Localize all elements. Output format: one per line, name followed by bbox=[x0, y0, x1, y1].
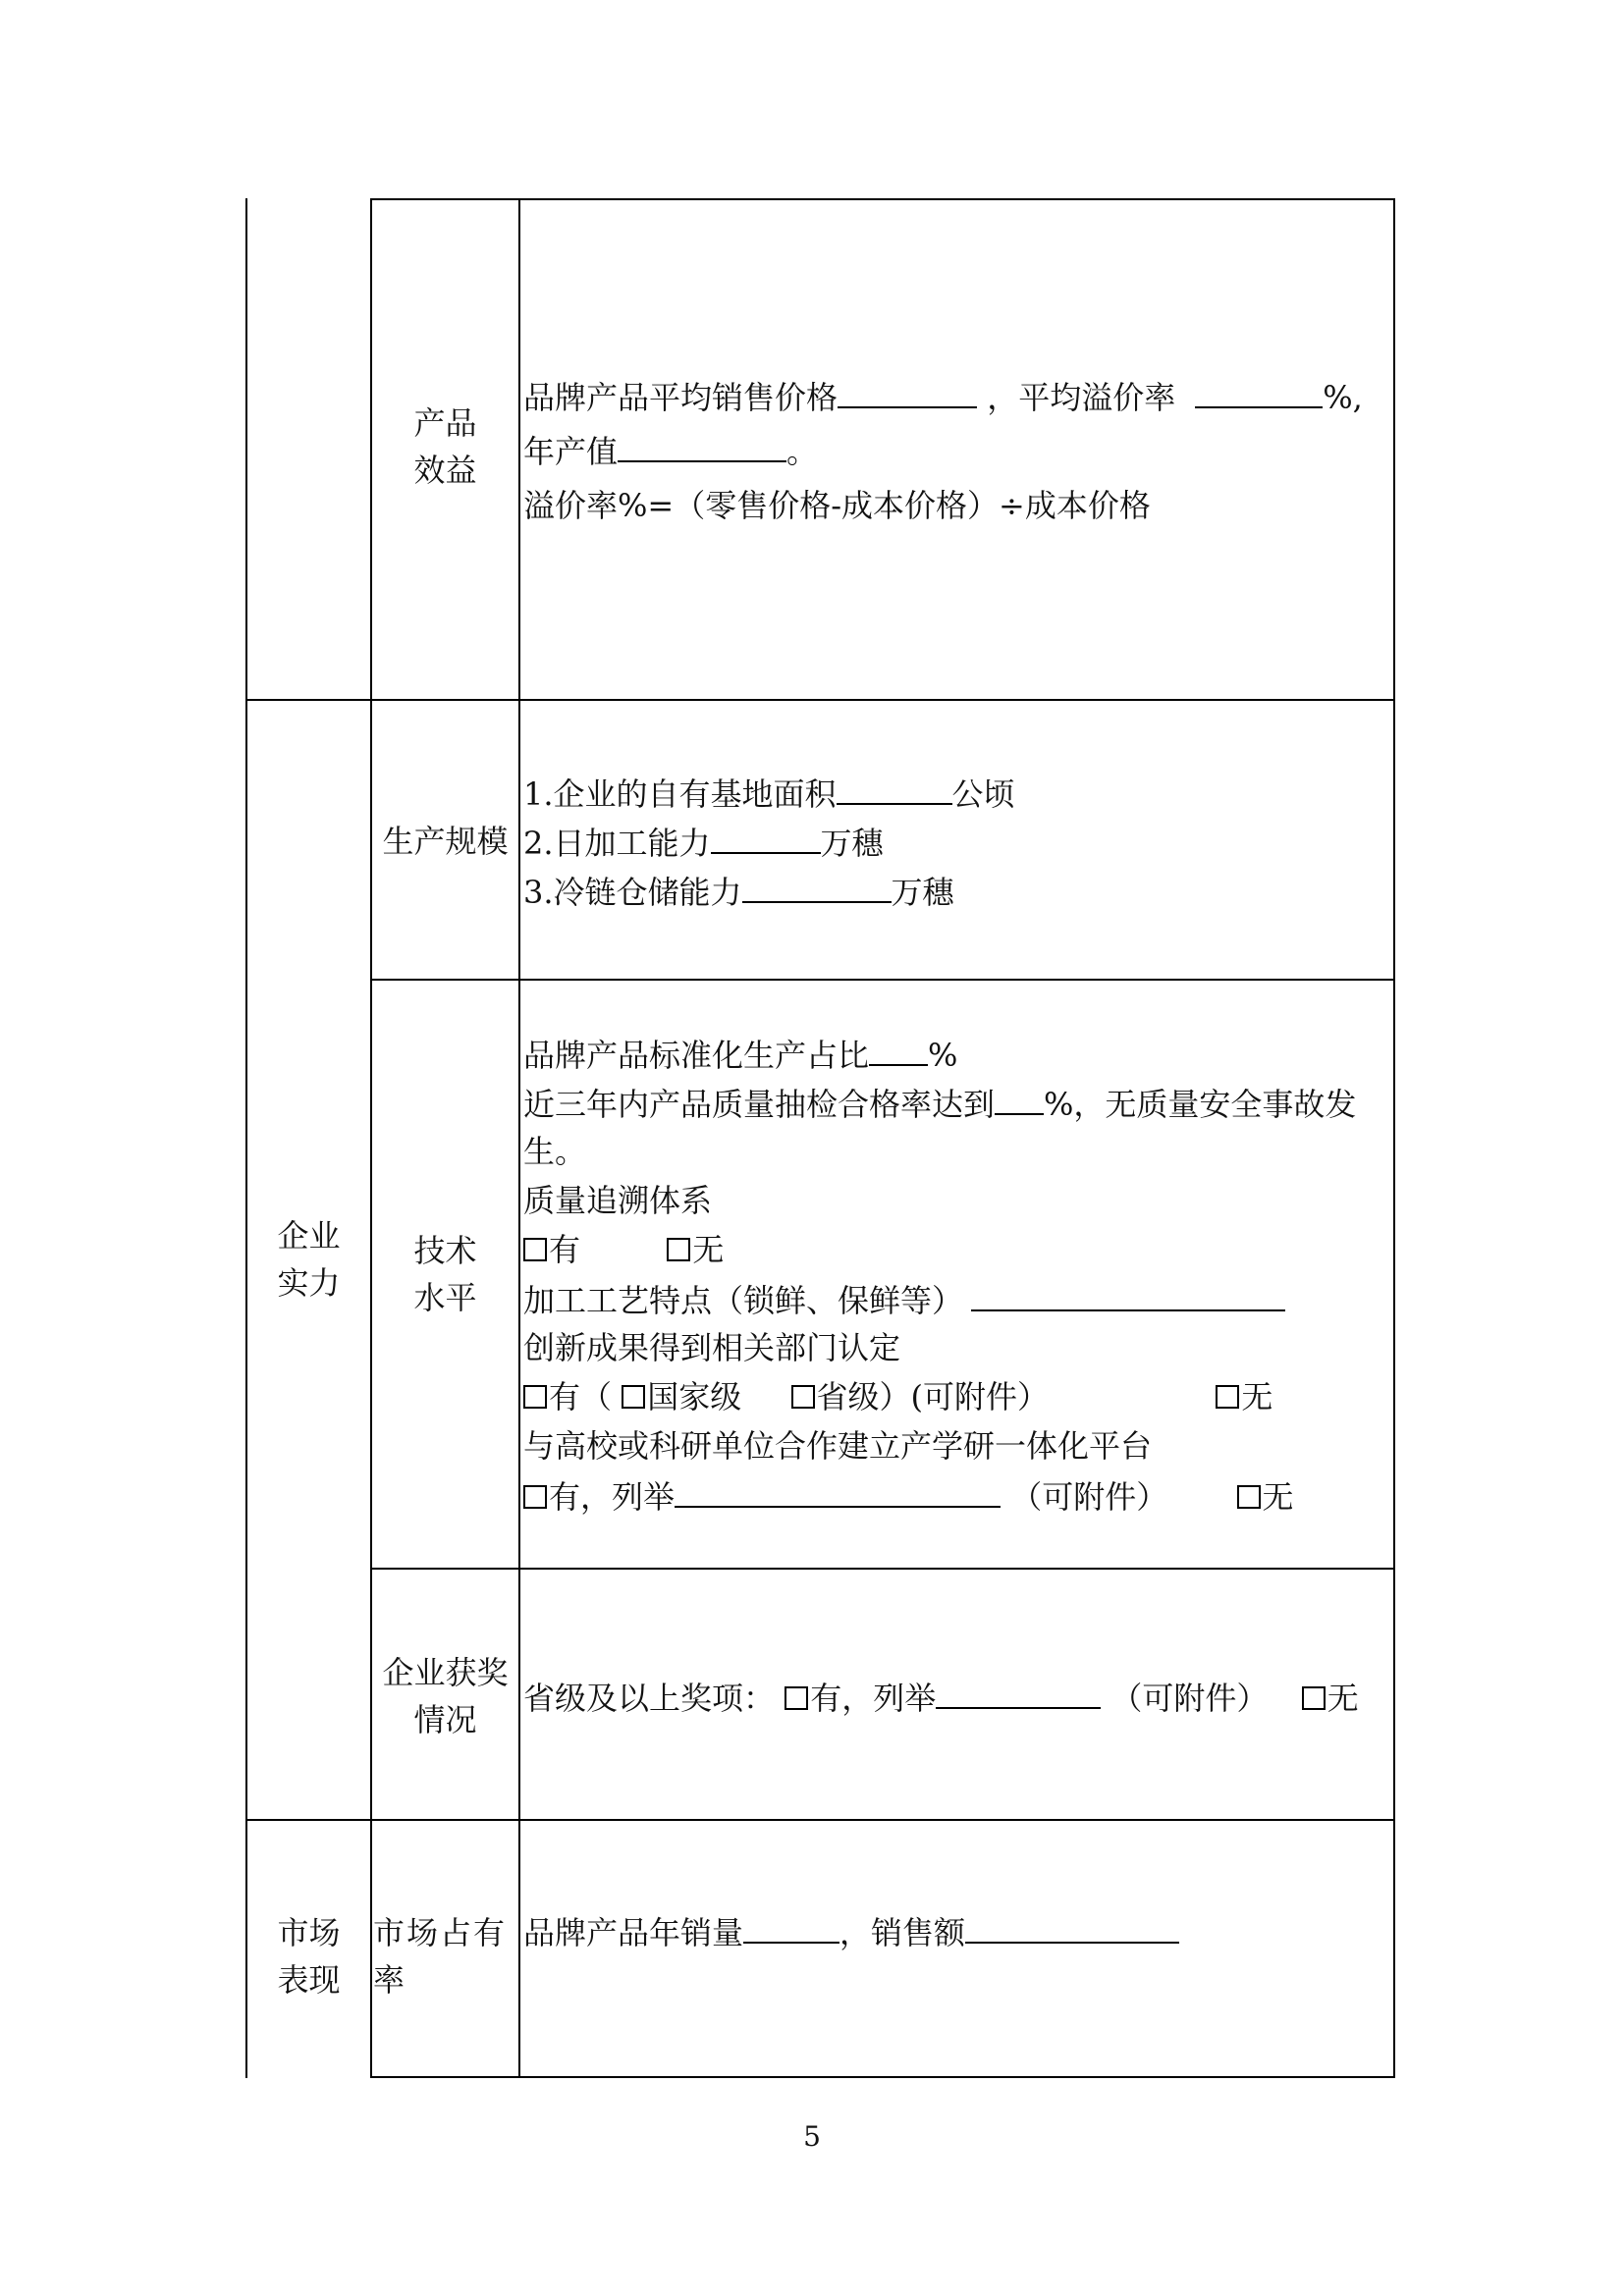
awards-content: 省级及以上奖项： 有，列举 （可附件） 无 bbox=[523, 1672, 1359, 1723]
base-area-blank[interactable] bbox=[837, 768, 952, 805]
awards-label: 企业获奖 情况 bbox=[382, 1654, 509, 1738]
innovation-provincial-checkbox[interactable] bbox=[791, 1385, 815, 1409]
trace-no-checkbox[interactable] bbox=[667, 1238, 690, 1261]
enterprise-strength-label: 企业 实力 bbox=[277, 1217, 341, 1302]
annual-output-blank[interactable] bbox=[618, 425, 786, 462]
avg-price-blank[interactable] bbox=[838, 371, 977, 408]
innovation-yes-checkbox[interactable] bbox=[523, 1385, 547, 1409]
row-divider-scale bbox=[370, 979, 1395, 981]
daily-capacity-blank[interactable] bbox=[711, 817, 821, 854]
page-number: 5 bbox=[803, 2120, 821, 2153]
trace-yes-checkbox[interactable] bbox=[523, 1238, 547, 1261]
table-right-border bbox=[1393, 198, 1395, 2078]
table-left-border bbox=[245, 198, 247, 2078]
production-scale-label: 生产规模 bbox=[382, 823, 509, 860]
production-scale-content: 1.企业的自有基地面积 公顷 2.日加工能力 万穗 3.冷链仓储能力 万穗 bbox=[523, 768, 1015, 915]
market-share-label: 市场占有 率 bbox=[373, 1914, 508, 1999]
market-performance-label: 市场 表现 bbox=[277, 1914, 341, 1999]
awards-no-checkbox[interactable] bbox=[1302, 1686, 1326, 1710]
annual-sales-volume-blank[interactable] bbox=[743, 1906, 839, 1944]
cold-storage-blank[interactable] bbox=[742, 866, 892, 903]
market-share-content: 品牌产品年销量 ，销售额 bbox=[523, 1906, 1179, 1957]
table-bottom-border bbox=[370, 2076, 1395, 2078]
product-benefit-content: 品牌产品平均销售价格 ，平均溢价率 %, 年产值 。 溢价率%=（零售价格-成本价格）÷成本价格 bbox=[523, 371, 1363, 533]
coop-no-checkbox[interactable] bbox=[1237, 1485, 1261, 1509]
row-divider-awards bbox=[245, 1819, 1395, 1821]
awards-yes-checkbox[interactable] bbox=[785, 1686, 808, 1710]
premium-rate-blank[interactable] bbox=[1195, 371, 1323, 408]
table-col-divider-2 bbox=[518, 198, 520, 2078]
product-benefit-label: 产品 效益 bbox=[413, 404, 477, 489]
sales-amount-blank[interactable] bbox=[965, 1906, 1179, 1944]
row-divider-tech bbox=[370, 1568, 1395, 1570]
awards-list-blank[interactable] bbox=[936, 1672, 1101, 1709]
tech-level-content: 品牌产品标准化生产占比 % 近三年内产品质量抽检合格率达到 %，无质量安全事故发 生。 质量追溯体系 有 无 加工工艺特点（锁鲜、保鲜等） 创新成果得到相关部门认定 有（ 国家级 省级）(可附件） 无 与高校或科研单位合作建立产学研一体化平台 有，列举 （可附件） 无 bbox=[523, 1029, 1356, 1520]
process-features-blank[interactable] bbox=[971, 1274, 1285, 1311]
tech-level-label: 技术 水平 bbox=[413, 1232, 477, 1316]
table-top-border bbox=[370, 198, 1395, 200]
innovation-national-checkbox[interactable] bbox=[622, 1385, 645, 1409]
coop-list-blank[interactable] bbox=[675, 1470, 1001, 1508]
premium-formula: 溢价率%=（零售价格-成本价格）÷成本价格 bbox=[523, 487, 1151, 524]
row-divider-benefit bbox=[245, 699, 1395, 701]
std-ratio-blank[interactable] bbox=[869, 1029, 928, 1066]
qc-rate-blank[interactable] bbox=[995, 1078, 1044, 1115]
innovation-no-checkbox[interactable] bbox=[1216, 1385, 1239, 1409]
coop-yes-checkbox[interactable] bbox=[523, 1485, 547, 1509]
